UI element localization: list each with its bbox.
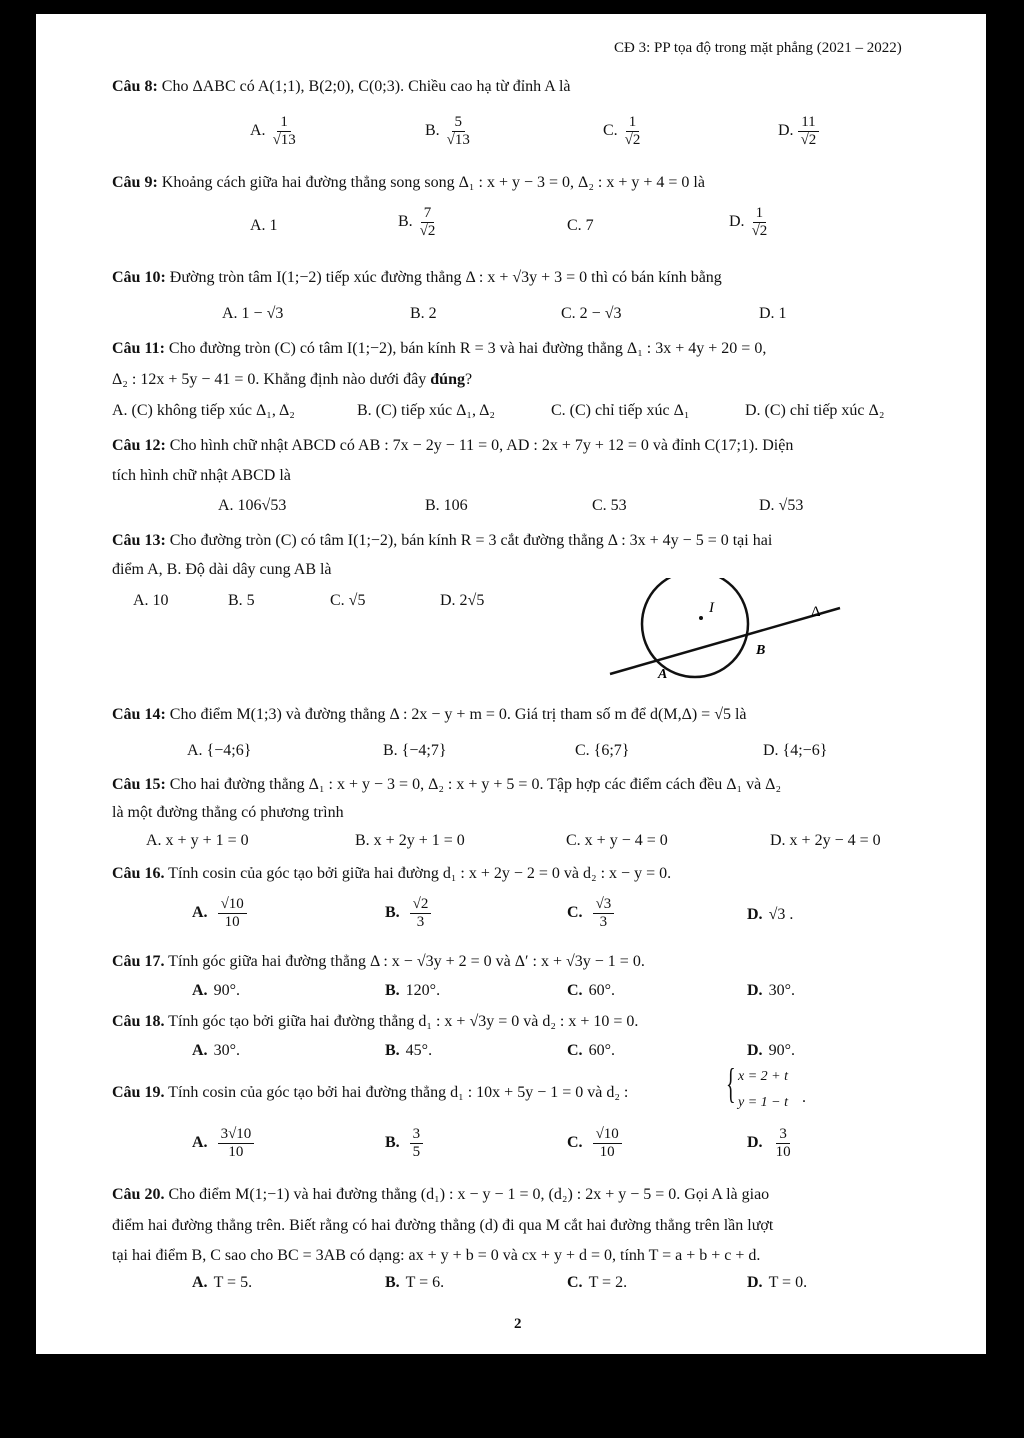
question-label: Câu 18. bbox=[112, 1013, 165, 1030]
system-eq-1: x = 2 + t bbox=[738, 1069, 788, 1084]
q17-option-a[interactable]: A. 90°. bbox=[192, 982, 240, 999]
q15-option-a[interactable]: A. x + y + 1 = 0 bbox=[146, 832, 249, 849]
question-label: Câu 19. bbox=[112, 1084, 165, 1101]
question-label: Câu 10: bbox=[112, 269, 166, 286]
q20-option-c[interactable]: C. T = 2. bbox=[567, 1274, 628, 1291]
q20-option-b[interactable]: B. T = 6. bbox=[385, 1274, 445, 1291]
question-11 bbox=[112, 339, 766, 359]
q14-option-d[interactable]: D. {4;−6} bbox=[763, 742, 828, 759]
q9-option-b[interactable]: B. $\frac{7}{√2}$ bbox=[398, 205, 436, 239]
system-period: . bbox=[802, 1089, 806, 1106]
q8-option-d[interactable]: D. $\frac{11}{√2}$ bbox=[778, 114, 819, 149]
q9-option-d[interactable]: D. $\frac{1}{√2}$ bbox=[729, 205, 768, 239]
page-number: 2 bbox=[514, 1316, 522, 1332]
label-b: B bbox=[756, 643, 766, 658]
question-13-line2: điểm A, B. Độ dài dây cung AB là bbox=[112, 561, 332, 578]
question-text: Tính cosin của góc tạo bởi giữa hai đường d₁ : x + 2y − 2 = 0 và d₂ : x − y = 0. bbox=[168, 865, 672, 882]
q19-option-b[interactable]: B. $\frac{3}{5}$ bbox=[385, 1126, 423, 1161]
question-text: Tính góc tạo bởi giữa hai đường thẳng d₁ : x + √3y = 0 và d₂ : x + 10 = 0. bbox=[168, 1013, 639, 1030]
page-header: CĐ 3: PP tọa độ trong mặt phẳng (2021 – 2022) bbox=[614, 40, 902, 56]
question-12 bbox=[112, 436, 793, 456]
q12-option-a[interactable]: A. 106√53 bbox=[218, 497, 287, 514]
q9-option-c[interactable]: C. 7 bbox=[567, 217, 594, 234]
q14-option-a[interactable]: A. {−4;6} bbox=[187, 742, 252, 759]
q15-option-d[interactable]: D. x + 2y − 4 = 0 bbox=[770, 832, 881, 849]
question-text: Cho điểm M(1;3) và đường thẳng Δ : 2x − y + m = 0. Giá trị tham số m để d(M,Δ) = √5 là bbox=[169, 706, 747, 723]
question-19 bbox=[112, 1083, 628, 1103]
q16-option-a[interactable]: A. $\frac{√10}{10}$ bbox=[192, 896, 247, 931]
q17-option-c[interactable]: C. 60°. bbox=[567, 982, 615, 999]
q11-option-b[interactable]: B. (C) tiếp xúc Δ₁, Δ₂ bbox=[357, 402, 495, 419]
question-8 bbox=[112, 77, 570, 97]
q16-option-d[interactable]: D. √3 . bbox=[747, 906, 794, 923]
q8-option-c[interactable]: C. $\frac{1}{√2}$ bbox=[603, 114, 641, 148]
q16-option-c[interactable]: C. $\frac{√3}{3}$ bbox=[567, 896, 614, 931]
question-17 bbox=[112, 952, 645, 972]
q15-option-c[interactable]: C. x + y − 4 = 0 bbox=[566, 832, 668, 849]
circle-line-figure bbox=[578, 578, 858, 688]
q18-option-b[interactable]: B. 45°. bbox=[385, 1042, 433, 1059]
q14-option-b[interactable]: B. {−4;7} bbox=[383, 742, 447, 759]
question-10 bbox=[112, 268, 722, 288]
system-brace: { bbox=[726, 1061, 736, 1109]
question-text: Cho điểm M(1;−1) và hai đường thẳng (d₁) : x − y − 1 = 0, (d₂) : 2x + y − 5 = 0. Gọi A là giao bbox=[168, 1186, 770, 1203]
question-9 bbox=[112, 173, 705, 193]
q17-option-d[interactable]: D. 30°. bbox=[747, 982, 795, 999]
q13-option-b[interactable]: B. 5 bbox=[228, 592, 255, 609]
question-label: Câu 14: bbox=[112, 706, 166, 723]
question-11-line2: Δ₂ : 12x + 5y − 41 = 0. Khẳng định nào dưới đây đúng? bbox=[112, 371, 473, 388]
question-12-line2: tích hình chữ nhật ABCD là bbox=[112, 467, 291, 484]
q19-option-a[interactable]: A. $\frac{3√10}{10}$ bbox=[192, 1126, 254, 1161]
question-text: Cho đường tròn (C) có tâm I(1;−2), bán kính R = 3 và hai đường thẳng Δ₁ : 3x + 4y + 20 = 0, bbox=[168, 340, 767, 357]
question-label: Câu 11: bbox=[112, 340, 165, 357]
q14-option-c[interactable]: C. {6;7} bbox=[575, 742, 630, 759]
question-label: Câu 12: bbox=[112, 437, 166, 454]
question-label: Câu 8: bbox=[112, 78, 158, 95]
label-a: A bbox=[658, 667, 668, 682]
center-point-i bbox=[699, 616, 703, 620]
q11-option-d[interactable]: D. (C) chỉ tiếp xúc Δ₂ bbox=[745, 402, 885, 419]
q19-option-d[interactable]: D. $\frac{3}{10}$ bbox=[747, 1126, 791, 1160]
question-text: Cho hình chữ nhật ABCD có AB : 7x − 2y − 11 = 0, AD : 2x + 7y + 12 = 0 và đỉnh C(17;1). Diện bbox=[169, 437, 794, 454]
q9-option-a[interactable]: A. 1 bbox=[250, 217, 278, 234]
question-label: Câu 17. bbox=[112, 953, 165, 970]
q10-option-d[interactable]: D. 1 bbox=[759, 305, 787, 322]
question-label: Câu 15: bbox=[112, 776, 166, 793]
question-label: Câu 16. bbox=[112, 865, 165, 882]
q10-option-c[interactable]: C. 2 − √3 bbox=[561, 305, 622, 322]
q20-option-a[interactable]: A. T = 5. bbox=[192, 1274, 253, 1291]
question-14 bbox=[112, 705, 747, 725]
q10-option-a[interactable]: A. 1 − √3 bbox=[222, 305, 284, 322]
q11-option-a[interactable]: A. (C) không tiếp xúc Δ₁, Δ₂ bbox=[112, 402, 295, 419]
question-text: Tính cosin của góc tạo bởi hai đường thẳng d₁ : 10x + 5y − 1 = 0 và d₂ : bbox=[168, 1084, 629, 1101]
q18-option-d[interactable]: D. 90°. bbox=[747, 1042, 795, 1059]
q16-option-b[interactable]: B. $\frac{√2}{3}$ bbox=[385, 896, 431, 931]
question-text: Khoảng cách giữa hai đường thẳng song song Δ₁ : x + y − 3 = 0, Δ₂ : x + y + 4 = 0 là bbox=[161, 174, 705, 191]
question-text: Cho hai đường thẳng Δ₁ : x + y − 3 = 0, Δ₂ : x + y + 5 = 0. Tập hợp các điểm cách đều Δ₁ và Δ₂ bbox=[169, 776, 782, 793]
question-text: Cho ΔABC có A(1;1), B(2;0), C(0;3). Chiều cao hạ từ đỉnh A là bbox=[161, 78, 571, 95]
question-label: Câu 9: bbox=[112, 174, 158, 191]
q8-option-a[interactable]: A. $\frac{1}{√13}$ bbox=[250, 114, 296, 148]
circle-c bbox=[642, 578, 748, 677]
q19-option-c[interactable]: C. $\frac{√10}{10}$ bbox=[567, 1126, 622, 1161]
question-18 bbox=[112, 1012, 638, 1032]
question-20 bbox=[112, 1185, 769, 1205]
q12-option-c[interactable]: C. 53 bbox=[592, 497, 627, 514]
question-label: Câu 13: bbox=[112, 532, 166, 549]
question-text: Cho đường tròn (C) có tâm I(1;−2), bán kính R = 3 cắt đường thẳng Δ : 3x + 4y − 5 = 0 tại hai bbox=[169, 532, 773, 549]
q17-option-b[interactable]: B. 120°. bbox=[385, 982, 441, 999]
question-15 bbox=[112, 775, 781, 795]
question-13 bbox=[112, 531, 772, 551]
q10-option-b[interactable]: B. 2 bbox=[410, 305, 437, 322]
question-20-line3: tại hai điểm B, C sao cho BC = 3AB có dạng: ax + y + b = 0 và cx + y + d = 0, tính T = a + b + c + d. bbox=[112, 1247, 761, 1264]
q12-option-b[interactable]: B. 106 bbox=[425, 497, 468, 514]
q13-option-c[interactable]: C. √5 bbox=[330, 592, 366, 609]
q18-option-c[interactable]: C. 60°. bbox=[567, 1042, 615, 1059]
q12-option-d[interactable]: D. √53 bbox=[759, 497, 804, 514]
q8-option-b[interactable]: B. $\frac{5}{√13}$ bbox=[425, 114, 470, 148]
label-delta: Δ bbox=[811, 604, 821, 620]
question-label: Câu 20. bbox=[112, 1186, 165, 1203]
question-20-line2: điểm hai đường thẳng trên. Biết rằng có hai đường thẳng (d) đi qua M cắt hai đường thẳng trên lần lượt bbox=[112, 1217, 774, 1234]
question-16 bbox=[112, 864, 671, 884]
system-eq-2: y = 1 − t bbox=[738, 1095, 788, 1110]
question-15-line2: là một đường thẳng có phương trình bbox=[112, 804, 344, 821]
q11-option-c[interactable]: C. (C) chỉ tiếp xúc Δ₁ bbox=[551, 402, 690, 419]
q13-option-d[interactable]: D. 2√5 bbox=[440, 592, 485, 609]
q20-option-d[interactable]: D. T = 0. bbox=[747, 1274, 808, 1291]
q18-option-a[interactable]: A. 30°. bbox=[192, 1042, 240, 1059]
question-text: Tính góc giữa hai đường thẳng Δ : x − √3y + 2 = 0 và Δ′ : x + √3y − 1 = 0. bbox=[168, 953, 645, 970]
q13-option-a[interactable]: A. 10 bbox=[133, 592, 169, 609]
q15-option-b[interactable]: B. x + 2y + 1 = 0 bbox=[355, 832, 465, 849]
question-text: Đường tròn tâm I(1;−2) tiếp xúc đường thẳng Δ : x + √3y + 3 = 0 thì có bán kính bằng bbox=[169, 269, 722, 286]
label-i: I bbox=[709, 600, 714, 616]
